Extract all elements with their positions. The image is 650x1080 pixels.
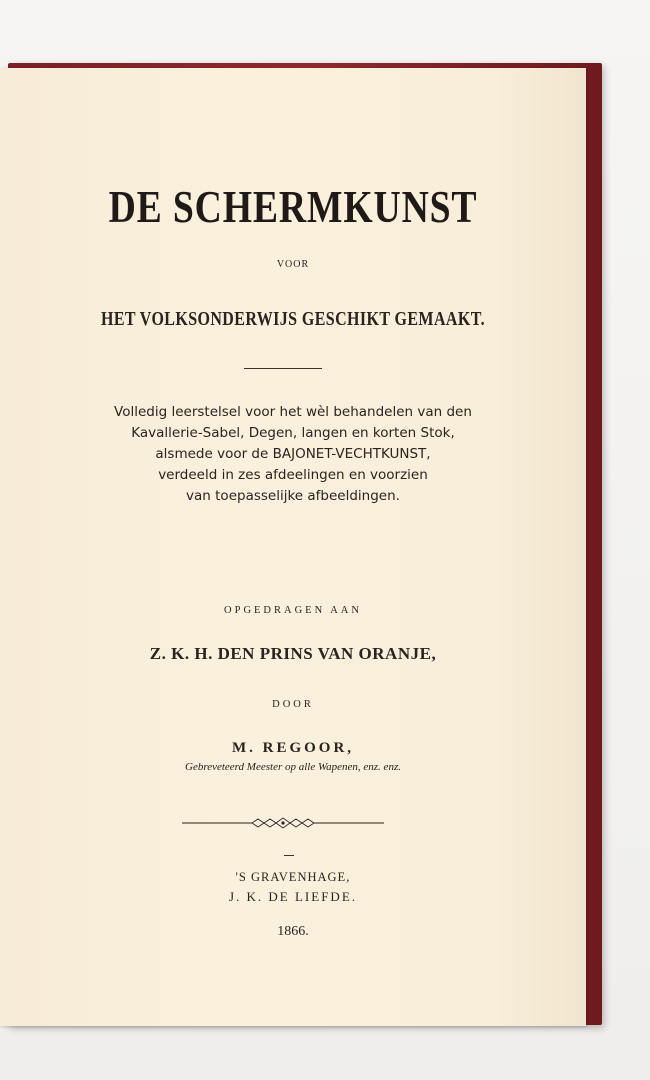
divider-rule (244, 368, 322, 369)
voor-line: VOOR (276, 259, 310, 270)
title-page-content (0, 68, 586, 1026)
by-label: DOOR (272, 699, 314, 710)
publication-year: 1866. (277, 924, 309, 939)
short-rule (284, 855, 294, 856)
description-block (0, 402, 586, 507)
dedicatee: Z. K. H. DEN PRINS VAN ORANJE, (149, 644, 437, 663)
author-name: M. REGOOR, (231, 740, 355, 756)
description-line: Kavallerie-Sabel, Degen, langen en korten Stok, (131, 425, 455, 441)
description-line: alsmede voor de BAJONET-VECHTKUNST, (155, 446, 431, 462)
author-title: Gebreveteerd Meester op alle Wapenen, enz. enz. (185, 761, 401, 773)
book-subtitle: HET VOLKSONDERWIJS GESCHIKT GEMAAKT. (100, 308, 485, 330)
publisher: J. K. DE LIEFDE. (228, 889, 358, 904)
description-line: Volledig leerstelsel voor het wèl behandelen van den (114, 404, 472, 420)
description-line: verdeeld in zes afdeelingen en voorzien (158, 467, 428, 483)
dedication-label: OPGEDRAGEN AAN (224, 605, 362, 616)
ornament-divider-icon (182, 817, 384, 829)
book-title: DE SCHERMKUNST (108, 181, 478, 232)
title-page (0, 68, 586, 1026)
description-line: van toepasselijke afbeeldingen. (186, 488, 400, 504)
place-of-publication: 'S GRAVENHAGE, (235, 870, 351, 884)
